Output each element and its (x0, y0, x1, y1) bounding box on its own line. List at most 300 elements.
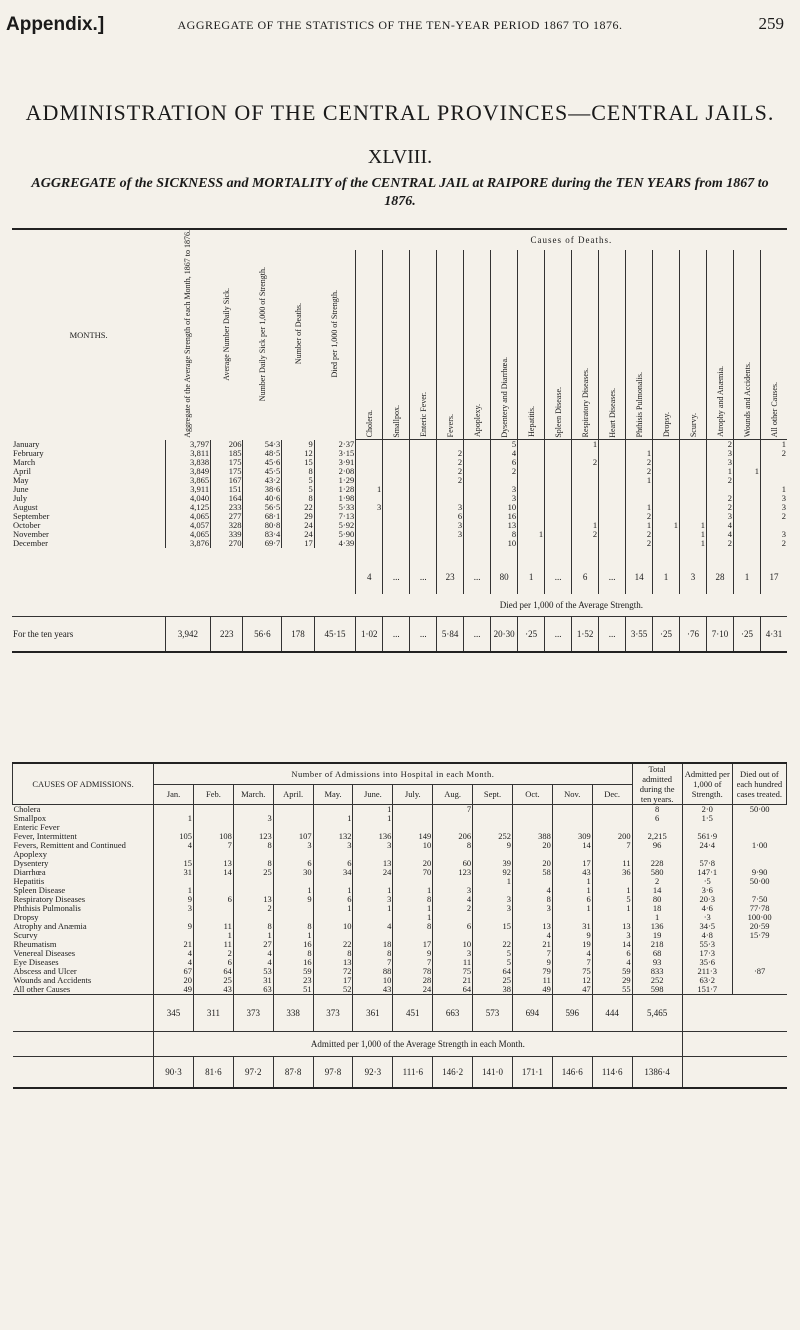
table-cell: 8 (233, 859, 273, 868)
col-strength: Aggregate of the Average Strength of each Month, 1867 to 1876. (183, 230, 193, 438)
table-cell: 35·6 (682, 958, 732, 967)
table-cell: 20 (154, 976, 194, 985)
table-cell: 1 (233, 931, 273, 940)
table-cell: 64 (433, 985, 473, 995)
table-cell: 3 (273, 841, 313, 850)
table-cell: 11 (592, 859, 632, 868)
table-cell: 11 (433, 958, 473, 967)
table-cell: 3 (233, 814, 273, 823)
table-cell: 7 (512, 949, 552, 958)
month-head: March. (233, 784, 273, 804)
table-cell (732, 814, 786, 823)
table-cell (464, 539, 491, 548)
cause-label: All other Causes. (769, 381, 779, 438)
monthly-total: 451 (393, 995, 433, 1032)
table-cell: 38 (473, 985, 513, 995)
table-cell (599, 512, 626, 521)
spacer-cell (356, 548, 383, 560)
table-cell (734, 485, 761, 494)
table-cell: 1 (734, 467, 761, 476)
table-cell: 2 (707, 494, 734, 503)
table-cell: 3 (707, 449, 734, 458)
table-cell (518, 494, 545, 503)
blank (13, 1032, 154, 1057)
table-cell (273, 814, 313, 823)
table-cell: 2·37 (314, 440, 356, 450)
table-cell: 1 (313, 886, 353, 895)
table-cell: 20 (512, 841, 552, 850)
table-cell: 4·8 (682, 931, 732, 940)
table-cell: 10 (491, 503, 518, 512)
table-cell (410, 530, 437, 539)
month-name: April (13, 466, 31, 477)
table-cell: 15·79 (732, 931, 786, 940)
cause-name: Apoplexy (13, 849, 48, 859)
ten-years-value: 4·31 (761, 617, 788, 653)
cause-row (13, 976, 787, 985)
cause-row (13, 877, 787, 886)
table-cell (552, 805, 592, 815)
cause-row (13, 895, 787, 904)
table-cell: 8 (512, 895, 552, 904)
table-cell (273, 805, 313, 815)
table-cell (464, 512, 491, 521)
table-cell: 1 (626, 521, 653, 530)
admitted-per-1000-header: Admitted per 1,000 of Strength. (684, 769, 730, 799)
table-cell (464, 503, 491, 512)
cause-row (13, 841, 787, 850)
month-row (12, 494, 787, 503)
cause-col-head (734, 250, 761, 439)
table-cell: ·5 (682, 877, 732, 886)
table-cell (410, 449, 437, 458)
spacer-row (12, 548, 787, 560)
cause-name: All other Causes (13, 984, 71, 994)
table-cell: 2 (437, 458, 464, 467)
spacer-cell (410, 548, 437, 560)
spacer-cell (518, 548, 545, 560)
table-cell: 3 (707, 512, 734, 521)
table-cell: 21 (512, 940, 552, 949)
table-cell (356, 440, 383, 450)
table-cell: 18 (353, 940, 393, 949)
table-cell (410, 503, 437, 512)
table-cell (193, 805, 233, 815)
month-row (12, 476, 787, 485)
table-cell: 45·5 (243, 467, 282, 476)
table-cell: 43 (552, 868, 592, 877)
table-cell: 9 (552, 931, 592, 940)
table-cell (473, 814, 513, 823)
table-cell (680, 485, 707, 494)
cause-name: Venereal Diseases (13, 948, 76, 958)
table-cell: 3 (433, 886, 473, 895)
month-head: Feb. (193, 784, 233, 804)
table-cell (734, 521, 761, 530)
table-cell: 13 (233, 895, 273, 904)
table-cell: 10 (353, 976, 393, 985)
table-cell (732, 949, 786, 958)
table-cell: 8 (233, 922, 273, 931)
table-cell: 34·5 (682, 922, 732, 931)
table-cell (572, 539, 599, 548)
table-cell: 13 (592, 922, 632, 931)
cause-total: ... (599, 560, 626, 594)
table-cell: 151 (211, 485, 243, 494)
table-cell: 4 (592, 958, 632, 967)
table-cell (599, 467, 626, 476)
cause-col-head (410, 250, 437, 439)
table-cell (410, 476, 437, 485)
table-cell: 48·5 (243, 449, 282, 458)
table-cell: 15 (473, 922, 513, 931)
table-cell: 309 (552, 832, 592, 841)
month-head: April. (273, 784, 313, 804)
table-cell: 580 (632, 868, 682, 877)
table-cell (653, 485, 680, 494)
monthly-total: 444 (592, 995, 632, 1032)
table-cell (734, 494, 761, 503)
col-sick-per-1000: Number Daily Sick per 1,000 of Strength. (257, 266, 267, 401)
table-cell: 50·00 (732, 805, 786, 815)
table-cell: 1 (193, 931, 233, 940)
table-cell (680, 494, 707, 503)
table-cell (599, 503, 626, 512)
table-cell: 80·8 (243, 521, 282, 530)
table-cell: 16 (491, 512, 518, 521)
monthly-total: 373 (233, 995, 273, 1032)
table-cell (545, 530, 572, 539)
table-cell (464, 521, 491, 530)
table-cell: 6 (313, 895, 353, 904)
table-cell (734, 476, 761, 485)
monthly-total: 338 (273, 995, 313, 1032)
table-cell: 2 (433, 904, 473, 913)
cause-name: Respiratory Diseases (13, 894, 86, 904)
table-cell: 2 (626, 458, 653, 467)
table-cell: 68 (632, 949, 682, 958)
table-cell: 175 (211, 467, 243, 476)
ten-years-value: ... (464, 617, 491, 653)
table-cell (393, 805, 433, 815)
table-cell: 75 (552, 967, 592, 976)
per-1000-label-row (13, 1032, 787, 1057)
table-subtitle: AGGREGATE of the SICKNESS and MORTALITY of the CENTRAL JAIL at RAIPORE during the TEN YEARS from 1867 to 1876. (31, 176, 769, 209)
table-cell: 40·6 (243, 494, 282, 503)
table-cell: 17 (552, 859, 592, 868)
cause-total: 23 (437, 560, 464, 594)
table-cell: 6 (592, 949, 632, 958)
ten-years-value: 20·30 (491, 617, 518, 653)
table-cell (518, 458, 545, 467)
table-cell: 3 (356, 503, 383, 512)
month-row (12, 530, 787, 539)
table-cell: 4 (512, 886, 552, 895)
table-cell: 51 (273, 985, 313, 995)
table-cell (680, 503, 707, 512)
table-cell: 3 (473, 895, 513, 904)
table-cell: 185 (211, 449, 243, 458)
table-cell (383, 440, 410, 450)
table-cell (761, 467, 788, 476)
table-cell: 22 (313, 940, 353, 949)
table-cell (356, 512, 383, 521)
per-1000-value: 81·6 (193, 1057, 233, 1089)
table-cell: 3,849 (165, 467, 210, 476)
cause-label: Respiratory Diseases. (580, 367, 590, 438)
cause-label: Fevers. (445, 413, 455, 438)
table-cell: 7 (193, 841, 233, 850)
table-cell: 8 (313, 949, 353, 958)
month-head: June. (353, 784, 393, 804)
table-cell: 1 (313, 814, 353, 823)
table-cell (599, 485, 626, 494)
table-cell: 6 (433, 922, 473, 931)
table-cell: 1·5 (682, 814, 732, 823)
table-cell (383, 539, 410, 548)
table-cell: 1·00 (732, 841, 786, 850)
table-cell: 18 (632, 904, 682, 913)
cause-row (13, 904, 787, 913)
spacer-cell (491, 548, 518, 560)
table-cell: 11 (512, 976, 552, 985)
table-cell (732, 985, 786, 995)
table-cell: 3 (491, 494, 518, 503)
died-label-row (12, 594, 787, 617)
table-cell: 7 (433, 805, 473, 815)
month-head: May. (313, 784, 353, 804)
table-cell: 3 (473, 904, 513, 913)
cause-name: Fevers, Remittent and Continued (13, 840, 126, 850)
table-cell: 64 (193, 967, 233, 976)
table-cell: 49 (512, 985, 552, 995)
table-cell: 228 (632, 859, 682, 868)
table-cell (356, 539, 383, 548)
table-cell (545, 440, 572, 450)
spacer-cell (626, 548, 653, 560)
table-cell (653, 467, 680, 476)
table-cell: 3 (761, 503, 788, 512)
table-cell (383, 494, 410, 503)
table-cell: 105 (154, 832, 194, 841)
table-cell: 10 (313, 922, 353, 931)
table-cell: 43 (193, 985, 233, 995)
table-cell: 206 (433, 832, 473, 841)
table-cell: 17·3 (682, 949, 732, 958)
table-cell: 5 (473, 949, 513, 958)
causes-header: Causes of Deaths. (530, 235, 613, 246)
cause-name: Hepatitis (13, 876, 45, 886)
page-number: 259 (758, 14, 784, 33)
table-cell: 16 (273, 940, 313, 949)
table-cell: 4 (154, 949, 194, 958)
ten-years-value: ... (383, 617, 410, 653)
table-cell: 77·78 (732, 904, 786, 913)
month-row (12, 485, 787, 494)
table-cell: 2 (437, 467, 464, 476)
table-cell: 3 (761, 494, 788, 503)
monthly-totals-row (13, 995, 787, 1032)
table-cell: 6 (491, 458, 518, 467)
table-cell: 24 (353, 868, 393, 877)
table-cell: 27 (233, 940, 273, 949)
cause-label: Phthisis Pulmonalis. (634, 371, 644, 438)
table-cell (552, 814, 592, 823)
per-1000-value: 141·0 (473, 1057, 513, 1089)
spacer-cell (545, 548, 572, 560)
cause-name: Enteric Fever (13, 822, 60, 832)
cause-row (13, 868, 787, 877)
table-cell: 9 (512, 958, 552, 967)
table-cell: 167 (211, 476, 243, 485)
table-cell: 58 (512, 868, 552, 877)
table-cell: 2 (761, 539, 788, 548)
table-cell: 1 (393, 913, 433, 922)
table-cell: 4,057 (165, 521, 210, 530)
col-died-per-1000: Died per 1,000 of Strength. (330, 290, 340, 378)
table-cell: 1 (353, 886, 393, 895)
table-cell: 218 (632, 940, 682, 949)
cause-label: Smallpox. (391, 404, 401, 438)
cause-col-head (761, 250, 788, 439)
table-cell (193, 877, 233, 886)
table-cell: 8 (273, 922, 313, 931)
table-cell (653, 476, 680, 485)
table-cell (732, 823, 786, 832)
per-1000-value: 1386·4 (632, 1057, 682, 1089)
table-cell (626, 485, 653, 494)
ten-years-value: 7·10 (707, 617, 734, 653)
table-cell: 3 (761, 530, 788, 539)
table-cell: 14 (193, 868, 233, 877)
table-cell (518, 449, 545, 458)
per-1000-value: 146·2 (433, 1057, 473, 1089)
table-cell: 52 (313, 985, 353, 995)
table-cell: 1 (680, 521, 707, 530)
table-cell (734, 503, 761, 512)
month-row (12, 440, 787, 450)
spacer-cell (437, 548, 464, 560)
table-cell: 2 (437, 476, 464, 485)
table-cell: 1 (680, 539, 707, 548)
table-cell: 14 (632, 886, 682, 895)
per-1000-value: 87·8 (273, 1057, 313, 1089)
table-cell: 5·90 (314, 530, 356, 539)
table-cell (599, 494, 626, 503)
blank (682, 1032, 786, 1057)
table-cell (545, 476, 572, 485)
table-cell: 5 (491, 440, 518, 450)
table-cell: 3 (437, 521, 464, 530)
running-head: AGGREGATE OF THE STATISTICS OF THE TEN-YEAR PERIOD 1867 TO 1876. (177, 18, 623, 32)
table-cell: 2 (626, 539, 653, 548)
per-1000-label: Admitted per 1,000 of the Average Strength in each Month. (154, 1032, 683, 1057)
table-cell: 4 (154, 841, 194, 850)
table-cell: 7·13 (314, 512, 356, 521)
spacer-cell (464, 548, 491, 560)
table-cell: 175 (211, 458, 243, 467)
cause-row (13, 922, 787, 931)
cause-label: Heart Diseases. (607, 387, 617, 438)
monthly-total: 5,465 (632, 995, 682, 1032)
table-cell: 28 (393, 976, 433, 985)
per-1000-value: 97·2 (233, 1057, 273, 1089)
table-cell (383, 530, 410, 539)
table-cell: 72 (313, 967, 353, 976)
table-cell (383, 467, 410, 476)
table-cell (599, 440, 626, 450)
cause-label: Scurvy. (688, 413, 698, 438)
month-name: July (13, 493, 28, 504)
table-cell (410, 494, 437, 503)
table-cell: 2 (707, 503, 734, 512)
blank (12, 560, 356, 594)
cause-total: 4 (356, 560, 383, 594)
cause-row (13, 805, 787, 815)
cause-name: Smallpox (13, 813, 47, 823)
month-row (12, 458, 787, 467)
blank (682, 995, 786, 1032)
table-cell (592, 805, 632, 815)
table-cell (383, 503, 410, 512)
spacer-cell (680, 548, 707, 560)
cause-total: 1 (653, 560, 680, 594)
ten-years-row (12, 617, 787, 653)
table-cell: 3 (313, 841, 353, 850)
table-cell: 3,911 (165, 485, 210, 494)
table-cell (680, 467, 707, 476)
table-cell: 3 (592, 931, 632, 940)
ten-years-value: 223 (211, 617, 243, 653)
table-cell: 5 (473, 958, 513, 967)
month-head: Dec. (592, 784, 632, 804)
table-cell: 4,125 (165, 503, 210, 512)
month-name: August (13, 502, 38, 513)
table-cell: 8 (353, 949, 393, 958)
table-cell (273, 904, 313, 913)
table-cell: 2 (572, 458, 599, 467)
month-name: January (13, 439, 40, 450)
table-cell: 1 (353, 805, 393, 815)
table-cell (572, 485, 599, 494)
ten-years-value: 56·6 (243, 617, 282, 653)
table-cell (761, 458, 788, 467)
per-1000-value: 90·3 (154, 1057, 194, 1089)
table-cell (410, 440, 437, 450)
table-cell (734, 449, 761, 458)
table-cell: 1 (273, 886, 313, 895)
table-cell (653, 449, 680, 458)
table-cell: 53 (233, 967, 273, 976)
died-per-1000-label: Died per 1,000 of the Average Strength. (499, 599, 644, 610)
spacer (12, 548, 356, 560)
table-cell: 7·50 (732, 895, 786, 904)
ten-years-value: ·25 (653, 617, 680, 653)
per-1000-value: 146·6 (552, 1057, 592, 1089)
table-cell: 25 (193, 976, 233, 985)
table-cell: 21 (433, 976, 473, 985)
table-cell: 14 (552, 841, 592, 850)
causes-of-admissions-header: CAUSES OF ADMISSIONS. (32, 779, 134, 789)
table-cell: 2 (626, 467, 653, 476)
table-cell (734, 539, 761, 548)
table-cell: 7 (353, 958, 393, 967)
table-cell: 19 (632, 931, 682, 940)
cause-name: Diarrhœa (13, 867, 46, 877)
table-cell (464, 449, 491, 458)
cause-total: 1 (518, 560, 545, 594)
table-cell: 11 (193, 940, 233, 949)
